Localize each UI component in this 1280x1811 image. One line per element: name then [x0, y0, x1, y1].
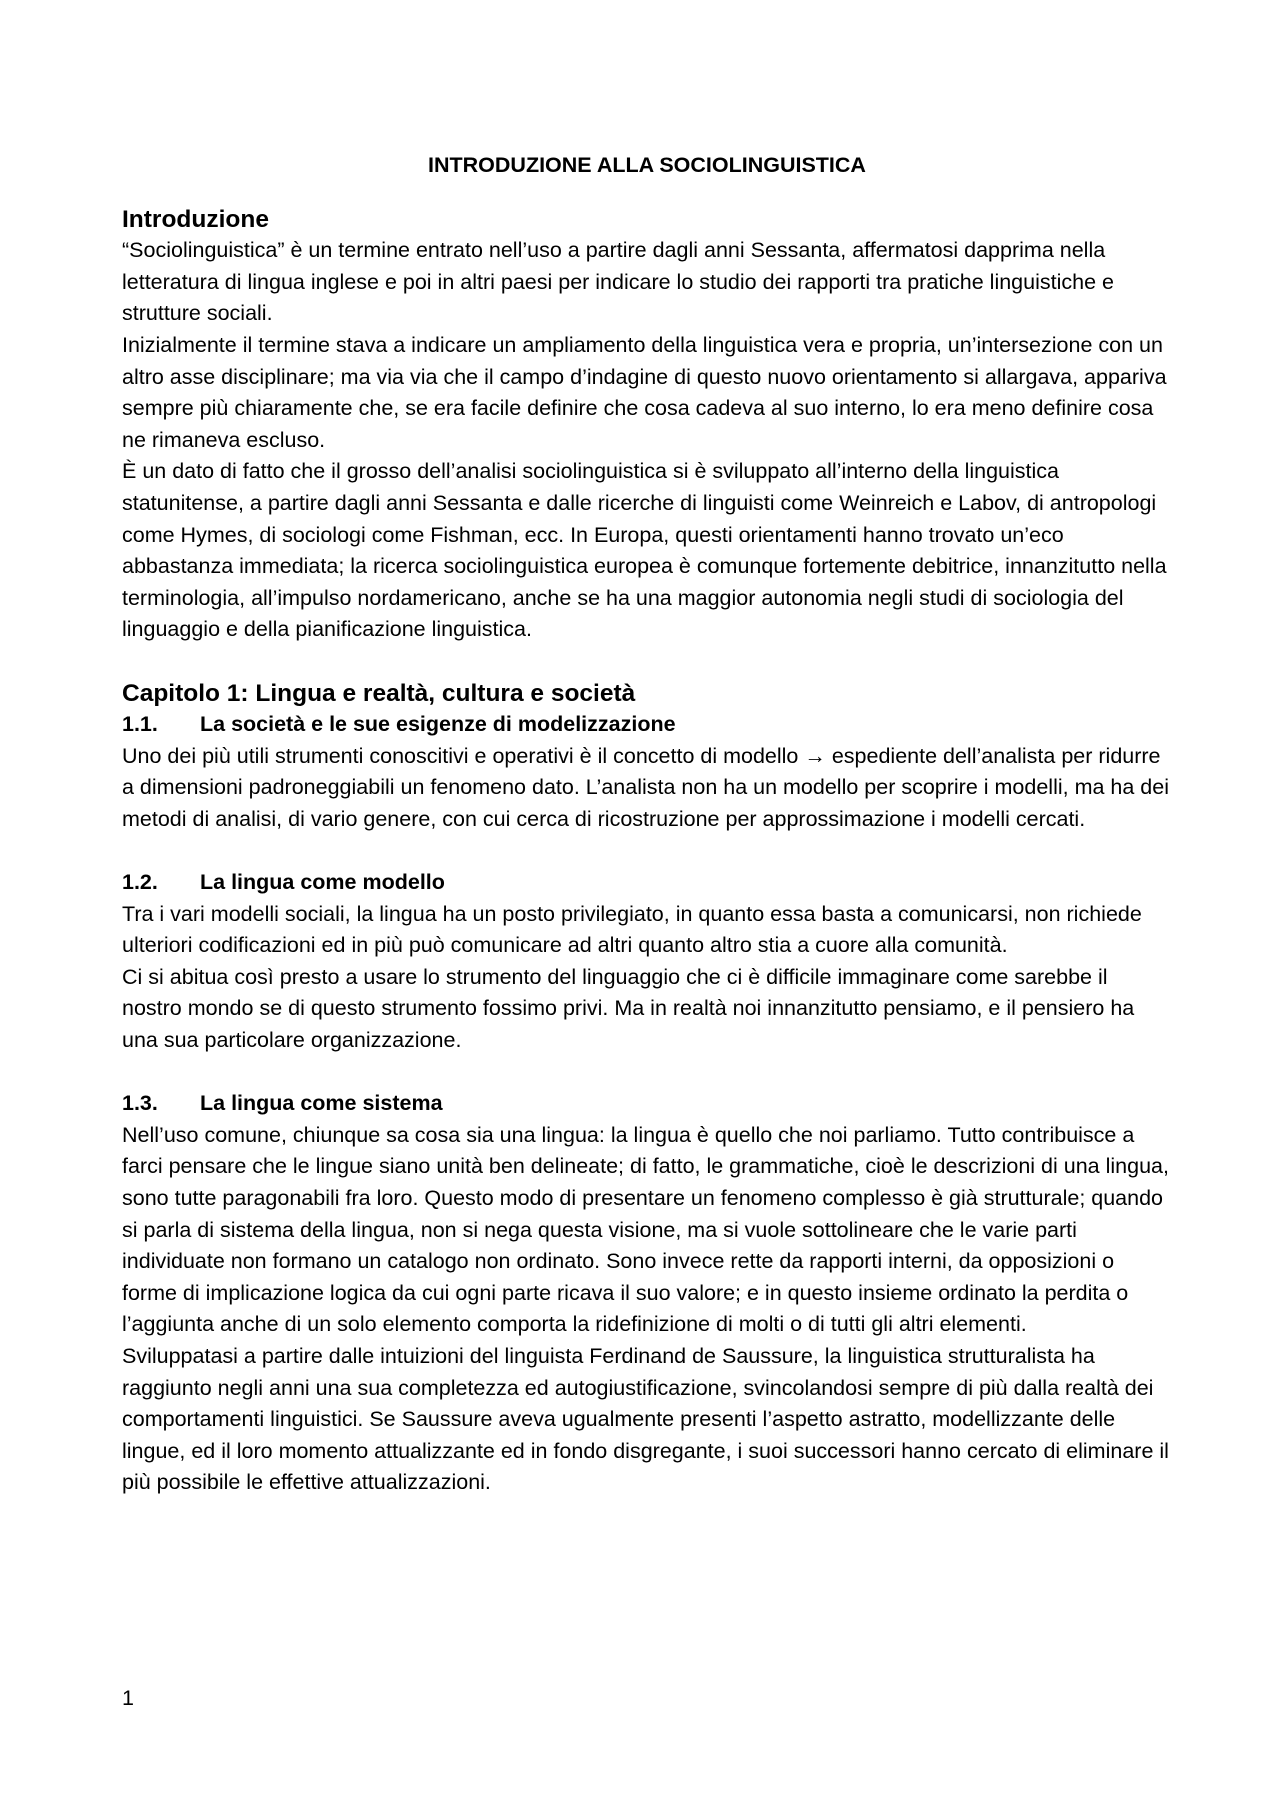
section-1-2-paragraph-1: Tra i vari modelli sociali, la lingua ha un posto privilegiato, in quanto essa basta a comunicarsi, non richiede ulteriori codificazioni ed in più può comunicare ad altri quanto altro stia a cuore alla comunità. [122, 901, 1142, 958]
section-1-2-title: La lingua come modello [200, 870, 445, 895]
spacer [122, 835, 1172, 867]
intro-heading: Introduzione [122, 205, 269, 233]
document-title: INTRODUZIONE ALLA SOCIOLINGUISTICA [428, 153, 866, 177]
section-1-1-paragraph-1: Uno dei più utili strumenti conoscitivi e operativi è il concetto di modello → espediente dell’analista per ridurre a dimensioni padroneggiabili un fenomeno dato. L’analista non ha un modello per scoprire i modelli, ma ha dei metodi di analisi, di vario genere, con cui cerca di ricostruzione per approssimazione i modelli cercati. [122, 743, 1170, 831]
spacer [122, 646, 1172, 678]
section-1-3-paragraph-2: Sviluppatasi a partire dalle intuizioni del linguista Ferdinand de Saussure, la linguistica strutturalista ha raggiunto negli anni una sua completezza ed autogiustificazione, svincolandosi sempre di più dalla realtà dei comportamenti linguistici. Se Saussure aveva ugualmente presenti l’aspetto astratto, modellizzante delle lingue, ed il loro momento attualizzante ed in fondo disgregante, i suoi successori hanno cercato di eliminare il più possibile le effettive attualizzazioni. [122, 1343, 1169, 1495]
section-1-2-paragraph-2: Ci si abitua così presto a usare lo strumento del linguaggio che ci è difficile immaginare come sarebbe il nostro mondo se di questo strumento fossimo privi. Ma in realtà noi innanzitutto pensiamo, e il pensiero ha una sua particolare organizzazione. [122, 964, 1135, 1053]
spacer [122, 1057, 1172, 1089]
section-1-3-number: 1.3. [122, 1091, 158, 1116]
intro-paragraph-1: “Sociolinguistica” è un termine entrato nell’uso a partire dagli anni Sessanta, affermatosi dapprima nella letteratura di lingua inglese e poi in altri paesi per indicare lo studio dei rapporti tra pratiche linguistiche e strutture sociali. [122, 238, 1114, 326]
section-1-2-number: 1.2. [122, 870, 158, 895]
section-1-1-number: 1.1. [122, 712, 158, 737]
intro-paragraph-3: È un dato di fatto che il grosso dell’analisi sociolinguistica si è sviluppato all’interno della linguistica statunitense, a partire dagli anni Sessanta e dalle ricerche di linguisti come Weinreich e Labov, di antropologi come Hymes, di sociologi come Fishman, ecc. In Europa, questi orientamenti hanno trovato un’eco abbastanza immediata; la ricerca sociolinguistica europea è comunque fortemente debitrice, innanzitutto nella terminologia, all’impulso nordamericano, anche se ha una maggior autonomia negli studi di sociologia del linguaggio e della pianificazione linguistica. [122, 459, 1167, 642]
section-1-3-title: La lingua come sistema [200, 1091, 443, 1116]
page-number: 1 [122, 1686, 134, 1710]
intro-paragraph-2: Inizialmente il termine stava a indicare un ampliamento della linguistica vera e propria, un’intersezione con un altro asse disciplinare; ma via via che il campo d’indagine di questo nuovo orientamento si allargava, appariva sempre più chiaramente che, se era facile definire che cosa cadeva al suo interno, lo era meno definire cosa ne rimaneva escluso. [122, 332, 1167, 452]
section-1-3-heading [122, 1088, 1172, 1120]
section-1-3-paragraph-1: Nell’uso comune, chiunque sa cosa sia una lingua: la lingua è quello che noi parliamo. Tutto contribuisce a farci pensare che le lingue siano unità ben delineate; di fatto, le grammatiche, cioè le descrizioni di una lingua, sono tutte paragonabili fra loro. Questo modo di presentare un fenomeno complesso è già strutturale; quando si parla di sistema della lingua, non si nega questa visione, ma si vuole sottolineare che le varie parti individuate non formano un catalogo non ordinato. Sono invece rette da rapporti interni, da opposizioni o forme di implicazione logica da cui ogni parte ricava il suo valore; e in questo insieme ordinato la perdita o l’aggiunta anche di un solo elemento comporta la ridefinizione di molti o di tutti gli altri elementi. [122, 1122, 1169, 1337]
section-1-2-heading [122, 867, 1172, 899]
page-content [122, 150, 1172, 1499]
chapter-1-heading: Capitolo 1: Lingua e realtà, cultura e società [122, 679, 636, 707]
section-1-1-heading [122, 709, 1172, 741]
section-1-1-title: La società e le sue esigenze di modelizzazione [200, 712, 676, 737]
